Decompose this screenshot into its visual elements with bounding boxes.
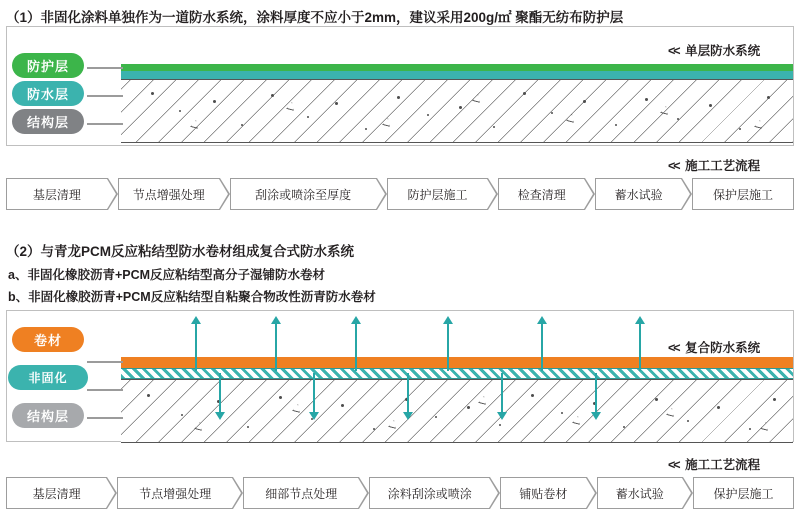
section2-sub-b: b、非固化橡胶沥青+PCM反应粘结型自粘聚合物改性沥青防水卷材	[8, 290, 376, 304]
flow1-step-5-label: 检查清理	[517, 187, 566, 202]
flow1-step-1-label: 基层清理	[32, 187, 81, 202]
flow1-step-4[interactable]	[387, 178, 489, 210]
flow2-step-7[interactable]	[693, 477, 794, 509]
section2-title: （2）与青龙PCM反应粘结型防水卷材组成复合式防水系统	[6, 244, 355, 259]
callout-noncure-layer-label: 非固化	[28, 371, 68, 385]
arrow-down-1	[219, 373, 221, 413]
arrow-up-4	[447, 323, 449, 371]
flow2-step-2[interactable]	[117, 477, 233, 509]
flow2-step-3-label: 细部节点处理	[265, 486, 338, 501]
callout-structural-layer-2-label: 结构层	[26, 409, 69, 424]
flow2-step-1-label: 基层清理	[32, 486, 81, 501]
annotation-process-flow-2	[668, 455, 760, 473]
flow2-step-1[interactable]	[6, 477, 107, 509]
callout-membrane-layer-label: 卷材	[33, 333, 62, 348]
chevron-left-icon: <<	[668, 44, 679, 58]
chevron-left-icon: <<	[668, 458, 679, 472]
callout-protective-layer	[12, 53, 84, 78]
flow2-step-4[interactable]	[369, 477, 490, 509]
section1-waterproof-layer-graphic	[121, 71, 793, 79]
arrow-up-3	[355, 323, 357, 371]
callout-waterproof-layer-label: 防水层	[26, 87, 69, 102]
flow2-step-7-label: 保护层施工	[713, 486, 774, 501]
flow2-step-2-label: 节点增强处理	[139, 486, 212, 501]
flow1-step-6-label: 蓄水试验	[614, 187, 663, 202]
section1-structural-layer-graphic	[121, 79, 793, 143]
flow1-step-7-label: 保护层施工	[713, 187, 774, 202]
annotation-composite-system-label: 复合防水系统	[685, 341, 761, 355]
leader-protective	[87, 67, 123, 69]
flow1-step-4-label: 防护层施工	[407, 187, 468, 202]
leader-structural-2	[87, 417, 123, 419]
flow2-step-4-label: 涂料刮涂或喷涂	[387, 486, 472, 501]
flow1-step-3[interactable]	[230, 178, 377, 210]
section1-protective-layer-graphic	[121, 64, 793, 71]
flow2-step-6-label: 蓄水试验	[615, 486, 664, 501]
leader-noncure	[87, 389, 123, 391]
leader-waterproof	[87, 95, 123, 97]
callout-noncure-layer	[8, 365, 88, 390]
flow1-step-7[interactable]	[692, 178, 794, 210]
section2-structural-layer-graphic	[121, 379, 793, 443]
annotation-process-flow-1	[668, 156, 760, 174]
callout-structural-layer-label: 结构层	[26, 115, 69, 130]
flow1-step-2-label: 节点增强处理	[132, 187, 205, 202]
annotation-composite-system	[668, 338, 760, 356]
flow2-step-3[interactable]	[243, 477, 359, 509]
annotation-process-flow-1-label: 施工工艺流程	[685, 159, 761, 173]
flow1-step-1[interactable]	[6, 178, 108, 210]
flow1-step-5[interactable]	[498, 178, 585, 210]
arrow-up-5	[541, 323, 543, 371]
chevron-left-icon: <<	[668, 341, 679, 355]
arrow-down-2	[313, 373, 315, 413]
flow2-step-6[interactable]	[597, 477, 683, 509]
callout-waterproof-layer	[12, 81, 84, 106]
section2-sub-a: a、非固化橡胶沥青+PCM反应粘结型高分子湿铺防水卷材	[8, 268, 326, 282]
annotation-single-layer-system-label: 单层防水系统	[685, 44, 761, 58]
callout-protective-layer-label: 防护层	[26, 59, 69, 74]
flow1-step-2[interactable]	[118, 178, 220, 210]
section2-process-flow	[6, 477, 794, 509]
annotation-single-layer-system	[668, 41, 760, 59]
chevron-left-icon: <<	[668, 159, 679, 173]
callout-structural-layer-2	[12, 403, 84, 428]
arrow-down-5	[595, 373, 597, 413]
leader-membrane	[87, 361, 123, 363]
callout-structural-layer	[12, 109, 84, 134]
section1-title: （1）非固化涂料单独作为一道防水系统，涂料厚度不应小于2mm，建议采用200g/㎡ 聚酯无纺布防护层	[6, 10, 624, 25]
section2-diagram	[6, 310, 794, 442]
arrow-up-2	[275, 323, 277, 371]
flow2-step-5[interactable]	[500, 477, 586, 509]
arrow-up-6	[639, 323, 641, 371]
section2-noncure-layer-graphic	[121, 368, 793, 379]
leader-structural	[87, 123, 123, 125]
callout-membrane-layer	[12, 327, 84, 352]
arrow-up-1	[195, 323, 197, 371]
section2-membrane-layer-graphic	[121, 357, 793, 368]
flow1-step-6[interactable]	[595, 178, 682, 210]
annotation-process-flow-2-label: 施工工艺流程	[685, 458, 761, 472]
arrow-down-4	[501, 373, 503, 413]
flow1-step-3-label: 刮涂或喷涂至厚度	[255, 187, 352, 202]
arrow-down-3	[407, 373, 409, 413]
section1-process-flow	[6, 178, 794, 210]
flow2-step-5-label: 铺贴卷材	[519, 486, 568, 501]
